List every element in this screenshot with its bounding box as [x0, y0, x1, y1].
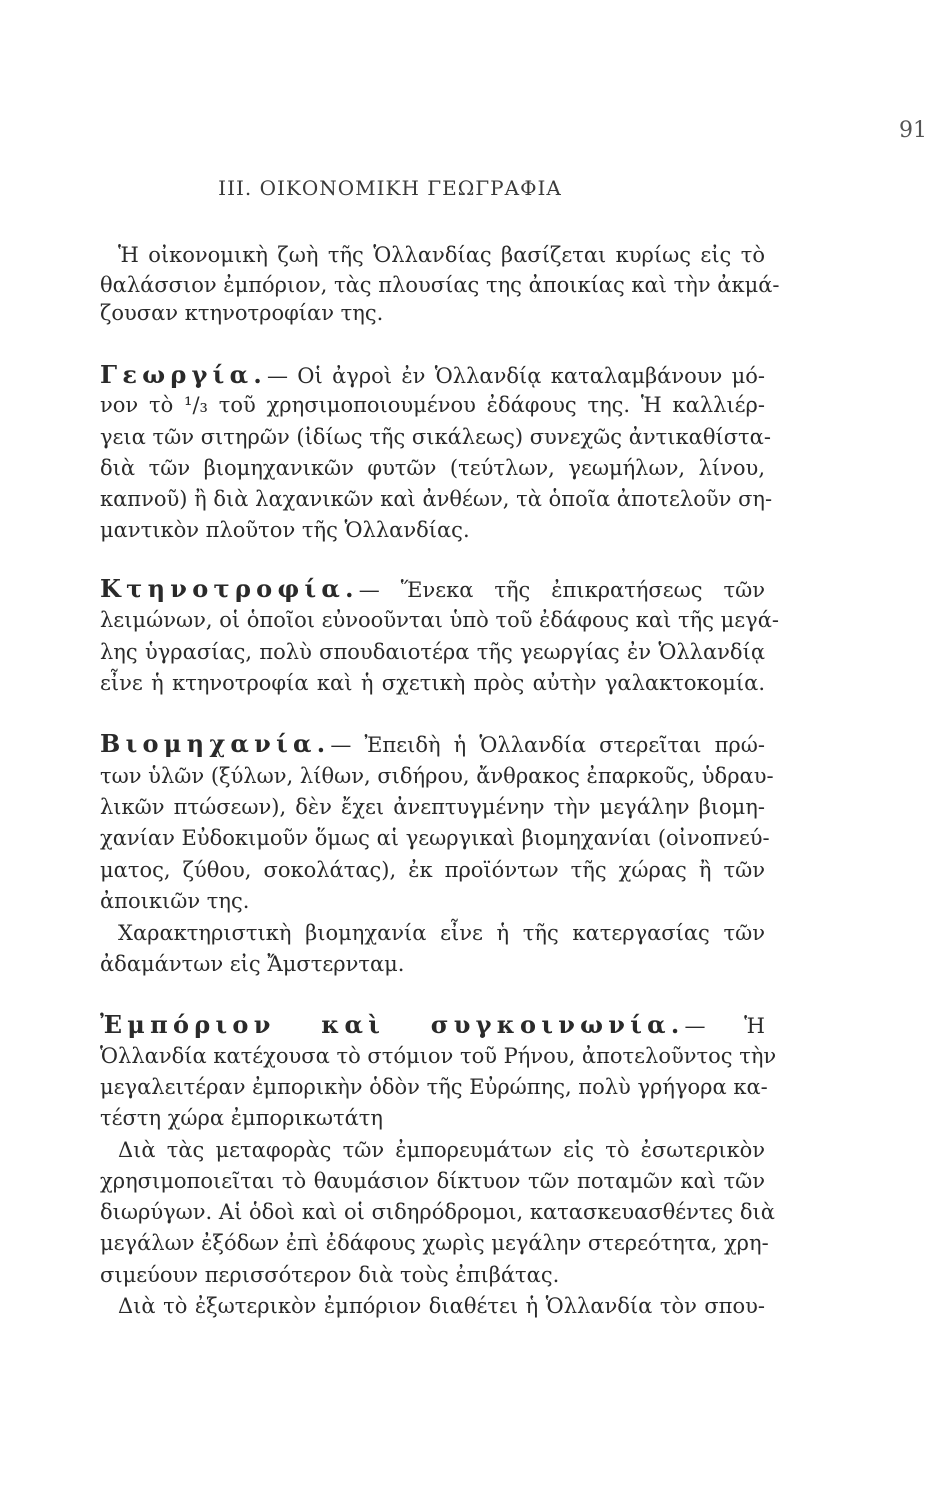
- paragraph-line: ἀδαμάντων εἰς Ἄμστερνταμ.: [100, 952, 405, 976]
- section-ktinotrofia-first-line: Κτηνοτροφία.— Ἕνεκα τῆς ἐπικρατήσεως τῶν: [100, 574, 765, 603]
- paragraph-line: χανίαν Εὐδοκιμοῦν ὅμως αἱ γεωργικαὶ βιομηχανίαι (οἰνοπνεύ-: [100, 826, 770, 850]
- intro-line: Ἡ οἰκονομικὴ ζωὴ τῆς Ὁλλανδίας βασίζεται κυρίως εἰς τὸ: [118, 243, 765, 267]
- paragraph-line: διὰ τῶν βιομηχανικῶν φυτῶν (τεύτλων, γεωμήλων, λίνου,: [100, 456, 765, 480]
- paragraph-line: λειμώνων, οἱ ὁποῖοι εὐνοοῦνται ὑπὸ τοῦ ἐδάφους καὶ τῆς μεγά-: [100, 608, 780, 632]
- section-title-ktinotrofia: Κτηνοτροφία.: [100, 574, 359, 603]
- intro-line: θαλάσσιον ἐμπόριον, τὰς πλουσίας της ἀποικίας καὶ τὴν ἀκμά-: [100, 273, 780, 297]
- section-title-viomichania: Βιομηχανία.: [100, 729, 331, 758]
- section-viomichania-first-line: Βιομηχανία.— Ἐπειδὴ ἡ Ὁλλανδία στερεῖται πρώ-: [100, 729, 765, 758]
- paragraph-line: ἀποικιῶν της.: [100, 889, 250, 913]
- paragraph-line: εἶνε ἡ κτηνοτροφία καὶ ἡ σχετικὴ πρὸς αὐτὴν γαλακτοκομία.: [100, 671, 765, 695]
- section-title-georgia: Γεωργία.: [100, 360, 267, 389]
- paragraph-line: ματος, ζύθου, σοκολάτας), ἐκ προϊόντων τῆς χώρας ἢ τῶν: [100, 858, 765, 882]
- section-emporio-first-line: Ἐμπόριον καὶ συγκοινωνία.— Ἡ: [100, 1010, 765, 1039]
- paragraph-line: τέστη χώρα ἐμπορικωτάτη: [100, 1106, 383, 1130]
- intro-line: ζουσαν κτηνοτροφίαν της.: [100, 301, 384, 325]
- page-number: 91: [899, 118, 927, 143]
- paragraph-line: σιμεύουν περισσότερον διὰ τοὺς ἐπιβάτας.: [100, 1263, 560, 1287]
- paragraph-line: των ὑλῶν (ξύλων, λίθων, σιδήρου, ἄνθρακος ἐπαρκοῦς, ὑδραυ-: [100, 764, 774, 788]
- paragraph-line: Ὁλλανδία κατέχουσα τὸ στόμιον τοῦ Ρήνου, ἀποτελοῦντος τὴν: [100, 1044, 777, 1068]
- paragraph-line: λικῶν πτώσεων), δὲν ἔχει ἀνεπτυγμένην τὴν μεγάλην βιομη-: [100, 795, 765, 819]
- paragraph-line: Διὰ τὰς μεταφορὰς τῶν ἐμπορευμάτων εἰς τὸ ἐσωτερικὸν: [118, 1138, 765, 1162]
- paragraph-line: Χαρακτηριστικὴ βιομηχανία εἶνε ἡ τῆς κατεργασίας τῶν: [118, 921, 765, 945]
- paragraph-line: Διὰ τὸ ἐξωτερικὸν ἐμπόριον διαθέτει ἡ Ὁλλανδία τὸν σπου-: [118, 1294, 765, 1318]
- paragraph-line: χρησιμοποιεῖται τὸ θαυμάσιον δίκτυον τῶν ποταμῶν καὶ τῶν: [100, 1169, 765, 1193]
- section-title-emporio: Ἐμπόριον καὶ συγκοινωνία.: [100, 1010, 685, 1039]
- paragraph-line: νον τὸ ¹/₃ τοῦ χρησιμοποιουμένου ἐδάφους της. Ἡ καλλιέρ-: [100, 393, 765, 417]
- section-georgia-first-line: Γεωργία.— Οἱ ἀγροὶ ἐν Ὁλλανδίᾳ καταλαμβάνουν μό-: [100, 360, 765, 389]
- paragraph-line: μαντικὸν πλοῦτον τῆς Ὁλλανδίας.: [100, 518, 470, 542]
- paragraph-line: λης ὑγρασίας, πολὺ σπουδαιοτέρα τῆς γεωργίας ἐν Ὁλλανδίᾳ: [100, 640, 765, 664]
- paragraph-line: μεγάλων ἐξόδων ἐπὶ ἐδάφους χωρὶς μεγάλην στερεότητα, χρη-: [100, 1231, 769, 1255]
- paragraph-line: διωρύγων. Αἱ ὁδοὶ καὶ οἱ σιδηρόδρομοι, κατασκευασθέντες διὰ: [100, 1200, 775, 1224]
- chapter-heading: III. ΟΙΚΟΝΟΜΙΚΗ ΓΕΩΓΡΑΦΙΑ: [218, 176, 562, 200]
- paragraph-line: μεγαλειτέραν ἐμπορικὴν ὁδὸν τῆς Εὐρώπης, πολὺ γρήγορα κα-: [100, 1075, 768, 1099]
- paragraph-line: καπνοῦ) ἢ διὰ λαχανικῶν καὶ ἀνθέων, τὰ ὁποῖα ἀποτελοῦν ση-: [100, 487, 773, 511]
- paragraph-line: γεια τῶν σιτηρῶν (ἰδίως τῆς σικάλεως) συνεχῶς ἀντικαθίστα-: [100, 425, 771, 449]
